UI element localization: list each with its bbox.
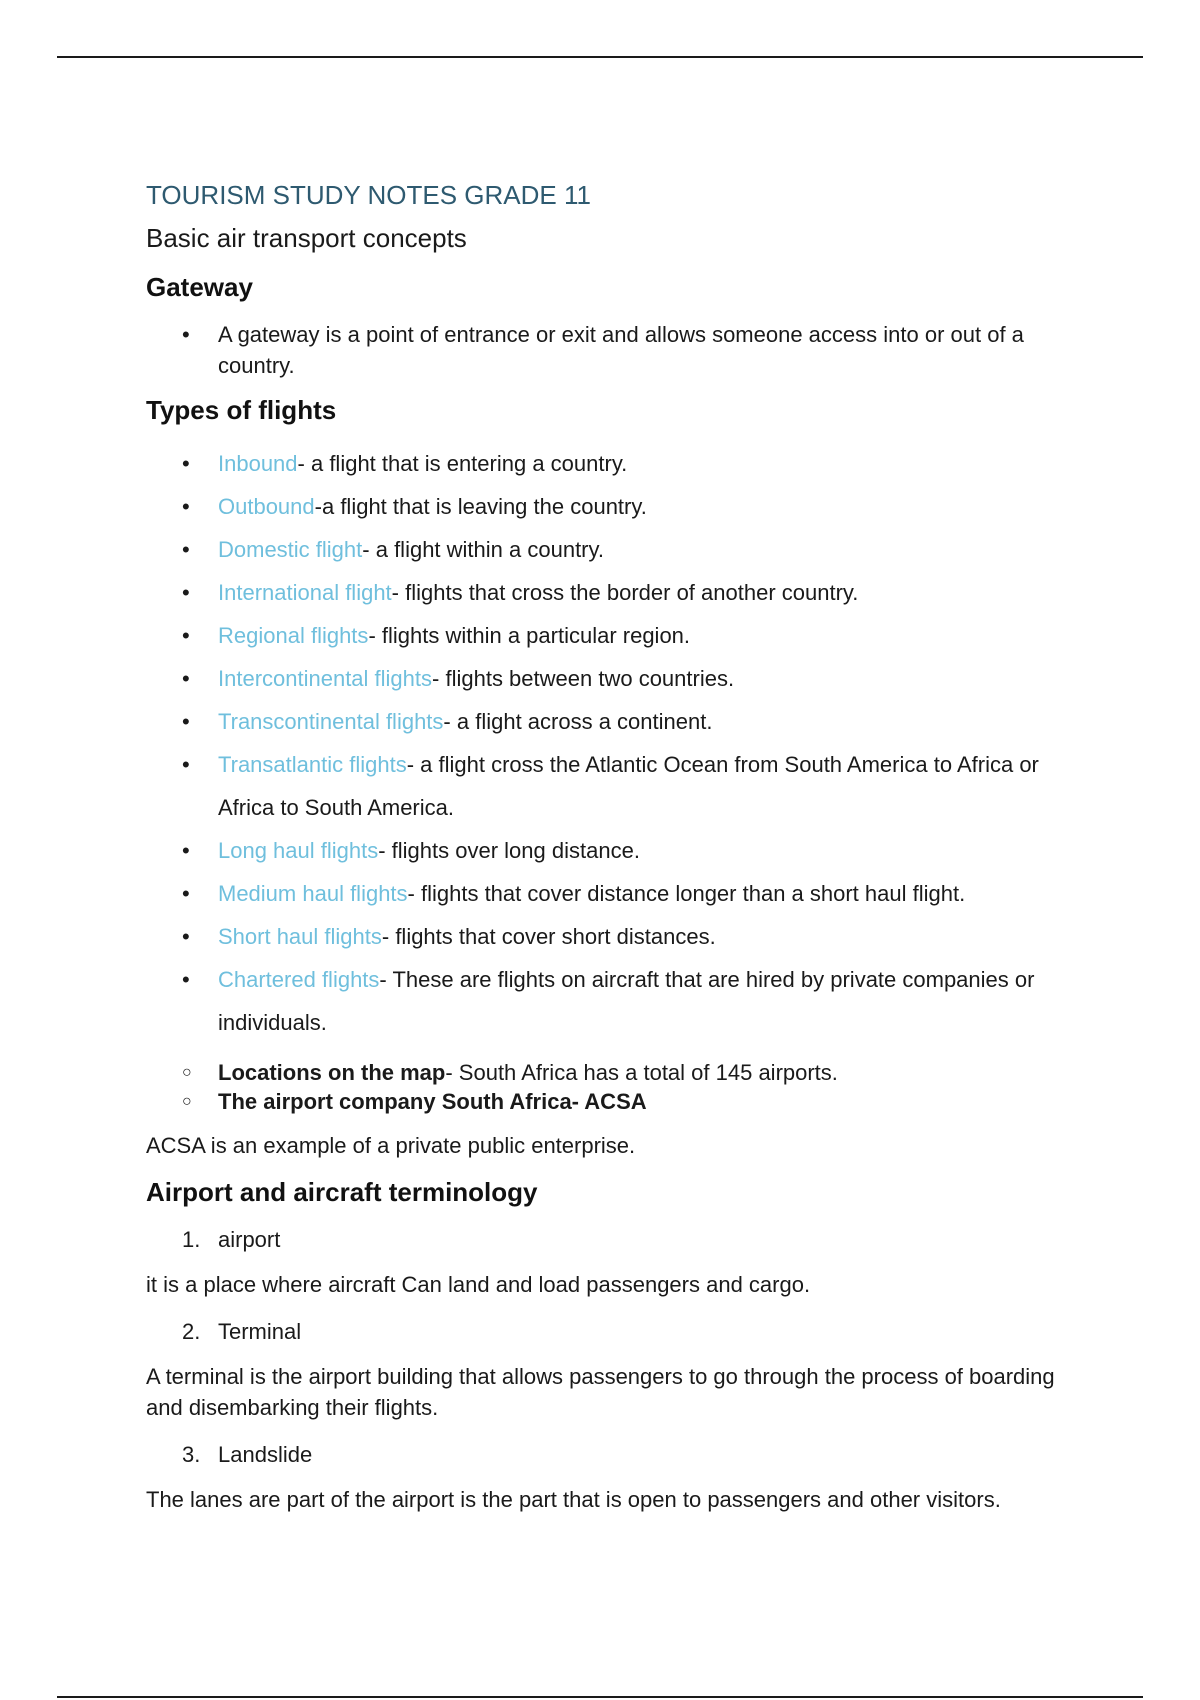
header-rule: [57, 56, 1143, 58]
list-item: [146, 872, 1066, 915]
term-definition: The lanes are part of the airport is the part that is open to passengers and other visitors.: [146, 1487, 1001, 1512]
document-subtitle: Basic air transport concepts: [146, 223, 467, 253]
item-number: 2.: [182, 1319, 201, 1344]
list-item: [146, 657, 1066, 700]
document-body: [146, 180, 1066, 1531]
flight-desc: - flights that cover short distances.: [381, 924, 716, 949]
term-definition: it is a place where aircraft Can land and load passengers and cargo.: [146, 1272, 811, 1297]
gateway-text: A gateway is a point of entrance or exit and allows someone access into or out of a country.: [218, 322, 1024, 378]
flight-term: Transcontinental flights: [218, 709, 444, 734]
flight-desc: - a flight within a country.: [362, 537, 604, 562]
terminology-item: [146, 1316, 1066, 1347]
flight-desc: - flights over long distance.: [378, 838, 640, 863]
flight-desc: - a flight cross the Atlantic Ocean from South America to Africa or Africa to South America.: [218, 752, 1039, 820]
flight-desc: - flights that cover distance longer than a short haul flight.: [407, 881, 966, 906]
flight-term: Intercontinental flights: [218, 666, 433, 691]
flight-term: Chartered flights: [218, 967, 380, 992]
document-title: TOURISM STUDY NOTES GRADE 11: [146, 180, 591, 210]
flight-types-heading: Types of flights: [146, 395, 337, 425]
list-item: [146, 1087, 1066, 1116]
term-definition: A terminal is the airport building that allows passengers to go through the process of boarding and disembarking their flights.: [146, 1364, 1055, 1420]
terminology-item: [146, 1439, 1066, 1470]
list-item: [146, 829, 1066, 872]
list-item: [146, 614, 1066, 657]
item-number: 3.: [182, 1442, 201, 1467]
list-item: [146, 915, 1066, 958]
sub-item-text: - South Africa has a total of 145 airports.: [445, 1060, 838, 1085]
list-item: [146, 743, 1066, 829]
flight-term: International flight: [218, 580, 392, 605]
flight-desc: - a flight that is entering a country.: [297, 451, 628, 476]
term-label: Terminal: [218, 1319, 302, 1344]
flight-term: Transatlantic flights: [218, 752, 407, 777]
flight-term: Regional flights: [218, 623, 369, 648]
sub-list: [146, 1058, 1066, 1116]
list-item: [146, 528, 1066, 571]
list-item: [146, 485, 1066, 528]
term-label: Landslide: [218, 1442, 313, 1467]
term-label: airport: [218, 1227, 281, 1252]
list-item: [146, 958, 1066, 1044]
flight-term: Outbound: [218, 494, 315, 519]
flight-desc: - flights between two countries.: [432, 666, 735, 691]
list-item: [146, 442, 1066, 485]
flight-term: Medium haul flights: [218, 881, 408, 906]
list-item: [146, 571, 1066, 614]
sub-item-label: Locations on the map: [218, 1060, 446, 1085]
flight-desc: - a flight across a continent.: [443, 709, 713, 734]
flight-term: Inbound: [218, 451, 298, 476]
flight-term: Domestic flight: [218, 537, 363, 562]
item-number: 1.: [182, 1227, 201, 1252]
sub-item-label: The airport company South Africa- ACSA: [218, 1089, 647, 1114]
footer-rule: [57, 1696, 1143, 1698]
flight-desc: - flights within a particular region.: [368, 623, 691, 648]
list-item: [146, 1058, 1066, 1087]
gateway-heading: Gateway: [146, 272, 253, 302]
flight-desc: - These are flights on aircraft that are hired by private companies or individuals.: [218, 967, 1035, 1035]
list-item: [146, 319, 1066, 381]
flight-term: Short haul flights: [218, 924, 382, 949]
terminology-item: [146, 1224, 1066, 1255]
list-item: [146, 700, 1066, 743]
flight-types-list: [146, 442, 1066, 1044]
acsa-note: ACSA is an example of a private public enterprise.: [146, 1133, 636, 1158]
flight-desc: -a flight that is leaving the country.: [314, 494, 647, 519]
terminology-heading: Airport and aircraft terminology: [146, 1177, 538, 1207]
flight-desc: - flights that cross the border of another country.: [391, 580, 859, 605]
flight-term: Long haul flights: [218, 838, 379, 863]
gateway-list: [146, 319, 1066, 381]
